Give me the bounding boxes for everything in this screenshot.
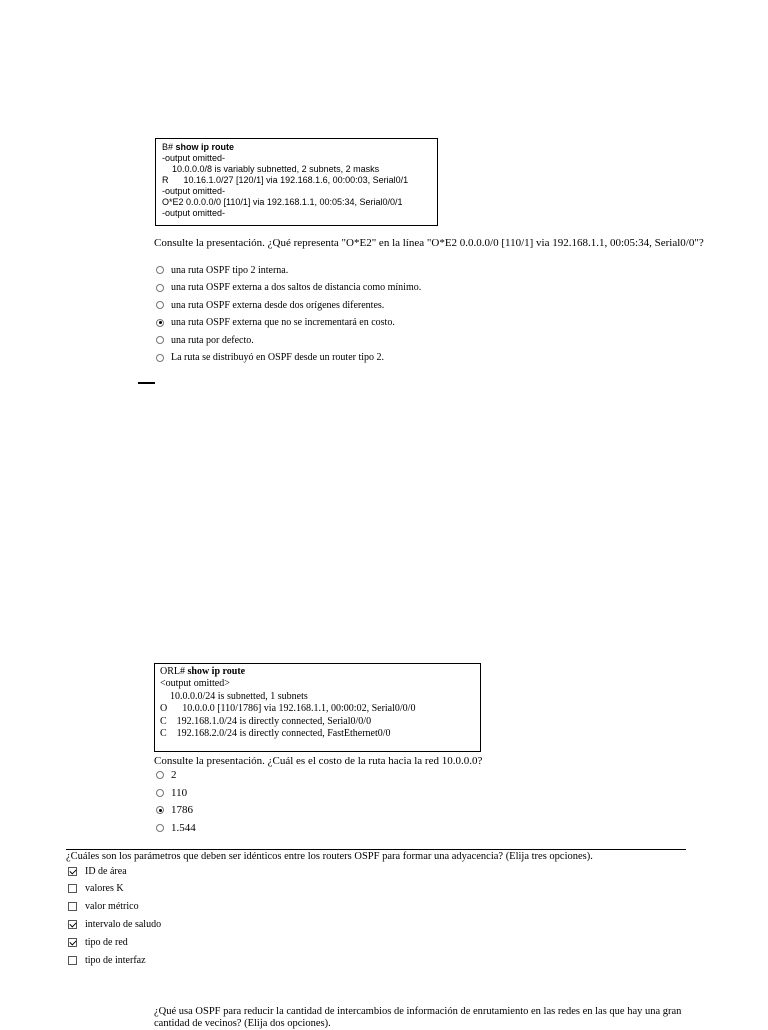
checkbox[interactable] <box>68 956 77 965</box>
q3-option-label: tipo de red <box>85 936 128 948</box>
section-divider <box>66 849 686 850</box>
q1-exhibit <box>155 138 438 226</box>
q2-exhibit-line: ORL# show ip route <box>160 666 246 677</box>
q2-exhibit-line: C 192.168.2.0/24 is directly connected, FastEthernet0/0 <box>160 728 391 740</box>
q1-option[interactable] <box>156 263 288 277</box>
q2-option[interactable] <box>156 786 187 800</box>
q3-option[interactable] <box>68 953 146 967</box>
q1-option[interactable] <box>156 298 384 312</box>
q2-option[interactable] <box>156 803 193 817</box>
q2-option-label: 110 <box>171 786 188 799</box>
q1-exhibit-line: R 10.16.1.0/27 [120/1] via 192.168.1.6, 00:00:03, Serial0/1 <box>162 175 409 185</box>
checkbox[interactable] <box>68 920 77 929</box>
radio-button[interactable] <box>156 789 164 797</box>
q2-exhibit-line: O 10.0.0.0 [110/1786] via 192.168.1.1, 00:00:02, Serial0/0/0 <box>160 703 416 715</box>
q1-option-label: una ruta OSPF tipo 2 interna. <box>171 264 289 276</box>
q1-exhibit-line: -output omitted- <box>162 186 226 196</box>
q3-option-label: ID de área <box>85 865 127 877</box>
q3-option-label: valor métrico <box>85 901 139 913</box>
q4-question: ¿Qué usa OSPF para reducir la cantidad de intercambios de información de enrutamiento en las redes en las que hay una gran cantidad de vecinos? (Elija dos opciones). <box>154 1006 682 1029</box>
radio-button[interactable] <box>156 771 164 779</box>
q1-exhibit-line: -output omitted- <box>162 208 226 218</box>
q2-option[interactable] <box>156 821 196 835</box>
q1-option-label: una ruta OSPF externa a dos saltos de distancia como mínimo. <box>171 282 422 293</box>
separator-dash <box>138 382 155 384</box>
q2-option[interactable] <box>156 768 177 782</box>
q1-option-label: una ruta OSPF externa desde dos orígenes diferentes. <box>171 299 385 311</box>
q1-option-label: La ruta se distribuyó en OSPF desde un router tipo 2. <box>171 352 385 363</box>
q2-question: Consulte la presentación. ¿Cuál es el costo de la ruta hacia la red 10.0.0.0? <box>154 755 483 767</box>
q3-option[interactable] <box>68 935 128 949</box>
q2-exhibit-line: 10.0.0.0/24 is subnetted, 1 subnets <box>160 690 308 702</box>
q2-exhibit-line: C 192.168.1.0/24 is directly connected, Serial0/0/0 <box>160 715 372 727</box>
q2-exhibit <box>154 663 481 752</box>
q1-option[interactable] <box>156 316 395 330</box>
q3-option[interactable] <box>68 882 124 896</box>
q2-option-label: 2 <box>171 769 177 781</box>
radio-button[interactable] <box>156 824 164 832</box>
checkbox[interactable] <box>68 884 77 893</box>
q1-exhibit-line: O*E2 0.0.0.0/0 [110/1] via 192.168.1.1, 00:05:34, Serial0/0/1 <box>162 197 403 207</box>
q1-option-label: una ruta por defecto. <box>171 334 254 346</box>
radio-button[interactable] <box>156 336 164 344</box>
q1-option[interactable] <box>156 333 254 347</box>
q3-option-label: intervalo de saludo <box>85 918 162 930</box>
q3-option-label: tipo de interfaz <box>85 954 146 966</box>
radio-button[interactable] <box>156 284 164 292</box>
q1-exhibit-line: B# show ip route <box>162 142 235 152</box>
radio-button[interactable] <box>156 354 164 362</box>
radio-button[interactable] <box>156 266 164 274</box>
q3-option[interactable] <box>68 900 139 914</box>
radio-button[interactable] <box>156 301 164 309</box>
q3-option-label: valores K <box>85 883 124 895</box>
checkbox[interactable] <box>68 938 77 947</box>
q1-option-label: una ruta OSPF externa que no se incrementará en costo. <box>171 317 395 328</box>
q3-question: ¿Cuáles son los parámetros que deben ser idénticos entre los routers OSPF para formar una adyacencia? (Elija tres opciones). <box>66 851 593 862</box>
q3-option[interactable] <box>68 864 127 878</box>
q2-option-label: 1.544 <box>171 821 196 834</box>
q1-option[interactable] <box>156 281 421 295</box>
q1-option[interactable] <box>156 351 384 365</box>
q1-exhibit-line: 10.0.0.0/8 is variably subnetted, 2 subnets, 2 masks <box>162 164 380 174</box>
q2-option-label: 1786 <box>171 804 193 817</box>
radio-button[interactable] <box>156 806 164 814</box>
q3-option[interactable] <box>68 917 161 931</box>
q2-exhibit-line: <output omitted> <box>160 678 230 690</box>
checkbox[interactable] <box>68 867 77 876</box>
checkbox[interactable] <box>68 902 77 911</box>
q1-question: Consulte la presentación. ¿Qué representa "O*E2" en la línea "O*E2 0.0.0.0/0 [110/1] via 192.168.1.1, 00:05:34, Serial0/0"? <box>154 237 704 249</box>
radio-button[interactable] <box>156 319 164 327</box>
q1-exhibit-line: -output omitted- <box>162 153 226 163</box>
